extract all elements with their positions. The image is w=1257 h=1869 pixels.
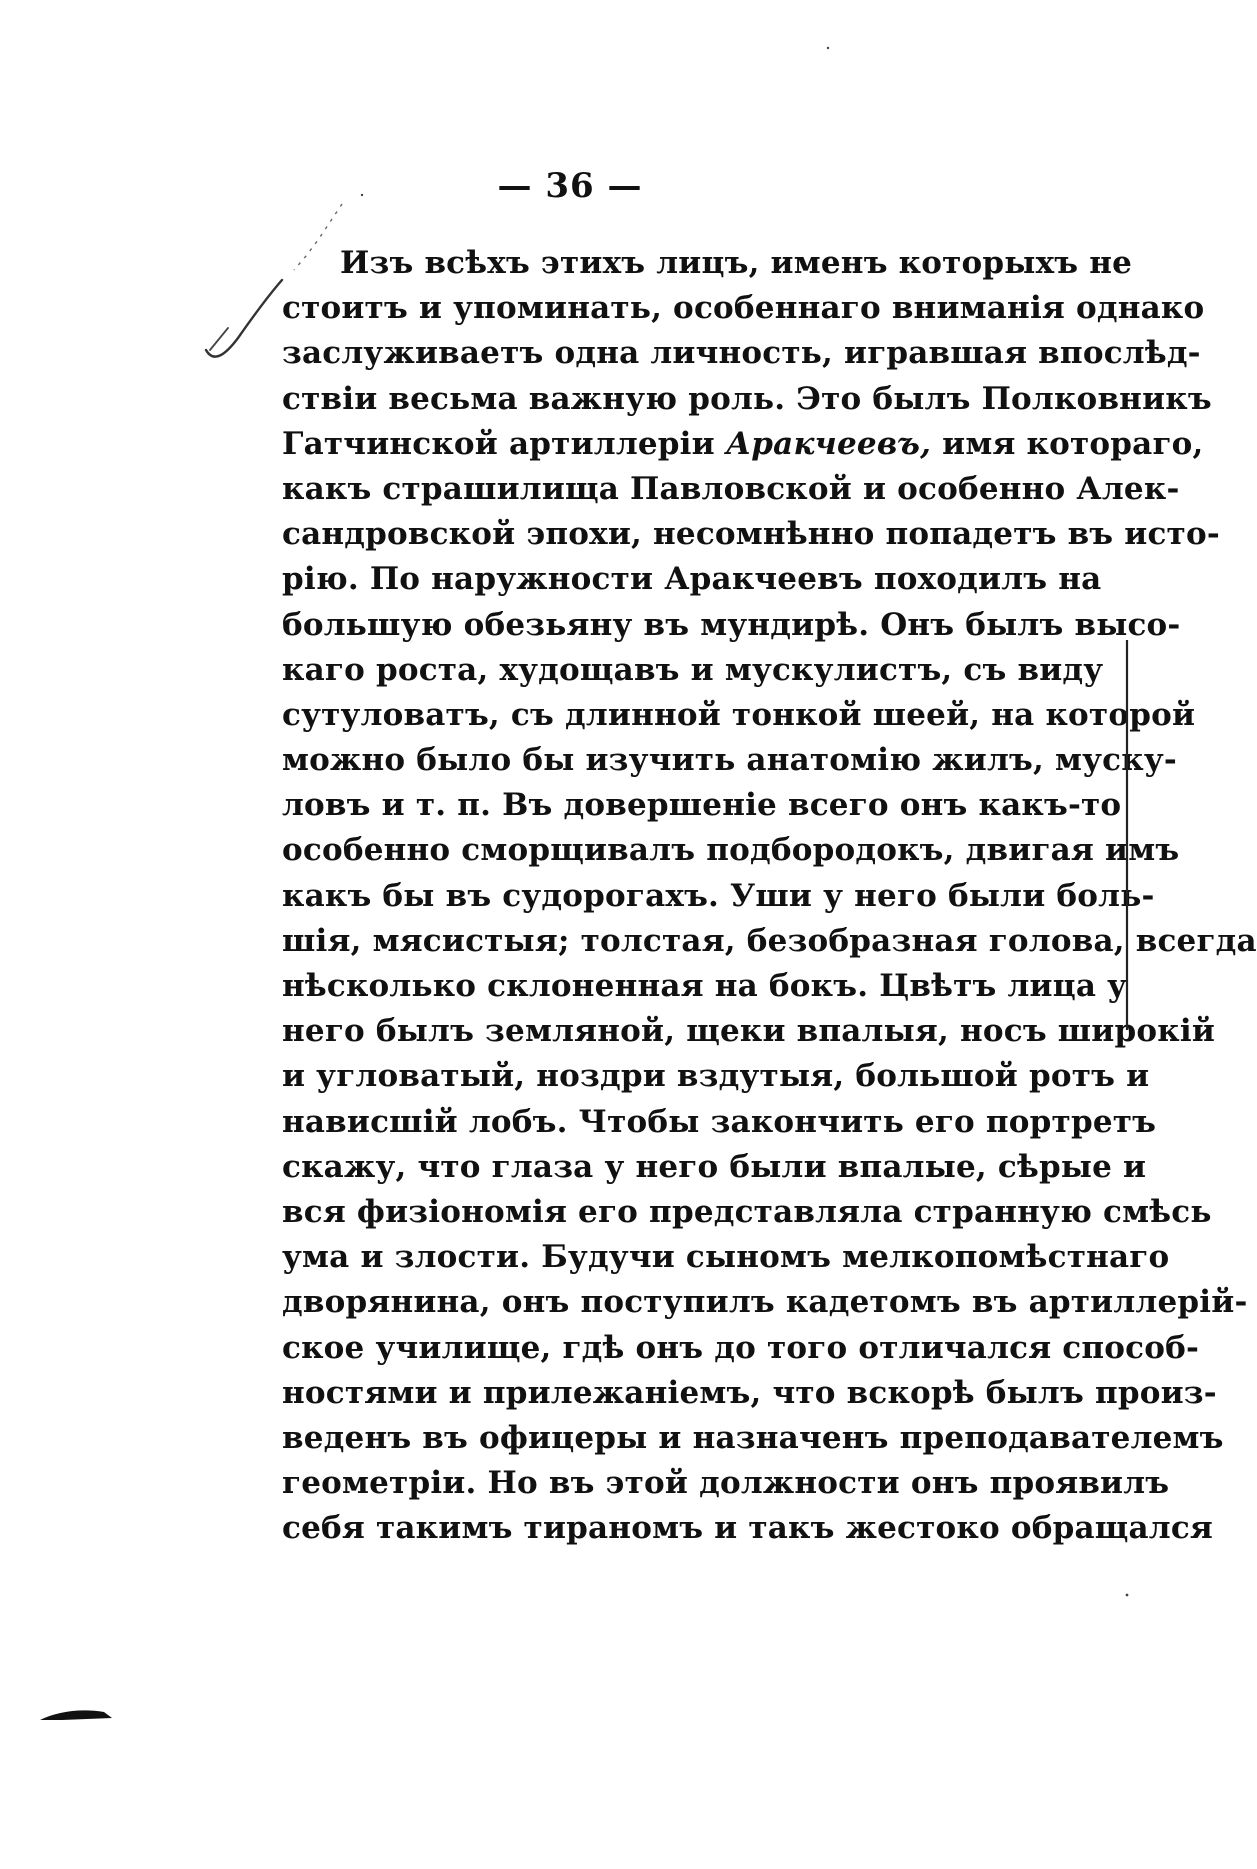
text-line: и угловатый, ноздри вздутыя, большой ротъ и bbox=[282, 1058, 1150, 1095]
pencil-slash-mark bbox=[206, 280, 282, 357]
text-line: нѣсколько склоненная на бокъ. Цвѣтъ лица у bbox=[282, 968, 1128, 1004]
text-line: ское училище, гдѣ онъ до того отличался способ- bbox=[282, 1329, 1200, 1366]
text-line: рію. По наружности Аракчеевъ походилъ на bbox=[282, 561, 1102, 598]
text-line: нависшій лобъ. Чтобы закончить его портретъ bbox=[282, 1103, 1157, 1140]
text-line: себя такимъ тираномъ и такъ жестоко обращался bbox=[282, 1510, 1214, 1547]
text-line: заслуживаетъ одна личность, игравшая впослѣд- bbox=[282, 335, 1201, 372]
text-line: ловъ и т. п. Въ довершеніе всего онъ какъ-то bbox=[282, 787, 1122, 824]
text-line: скажу, что глаза у него были впалые, сѣрые и bbox=[282, 1148, 1147, 1185]
text-line: вся физіономія его представляла странную смѣсь bbox=[282, 1193, 1212, 1230]
text-line: ума и злости. Будучи сыномъ мелкопомѣстнаго bbox=[282, 1239, 1170, 1276]
text-line: него былъ земляной, щеки впалыя, носъ широкій bbox=[282, 1013, 1216, 1050]
text-line: каго роста, худощавъ и мускулистъ, съ виду bbox=[282, 651, 1104, 688]
text-line: особенно сморщивалъ подбородокъ, двигая имъ bbox=[282, 832, 1180, 869]
text-line: можно было бы изучить анатомію жилъ, муску- bbox=[282, 742, 1177, 779]
body-text bbox=[282, 241, 1257, 1551]
text-line: какъ страшилища Павловской и особенно Алек- bbox=[282, 470, 1180, 507]
text-line: сандровской эпохи, несомнѣнно попадетъ въ исто- bbox=[282, 516, 1220, 553]
page-number: — 36 — bbox=[497, 166, 643, 206]
speck bbox=[1126, 1594, 1129, 1597]
text-line: шія, мясистыя; толстая, безобразная голова, всегда bbox=[282, 922, 1257, 959]
text-line: геометріи. Но въ этой должности онъ проявилъ bbox=[282, 1465, 1170, 1502]
text-line: Изъ всѣхъ этихъ лицъ, именъ которыхъ не bbox=[340, 245, 1133, 281]
text-line: ностями и прилежаніемъ, что вскорѣ былъ произ- bbox=[282, 1374, 1217, 1411]
italic-name: Аракчеевъ, bbox=[725, 425, 932, 462]
text-line: Гатчинской артиллеріи Аракчеевъ, имя котораго, bbox=[282, 425, 1204, 462]
pencil-slash-mark-2 bbox=[210, 328, 228, 350]
speck bbox=[827, 47, 829, 49]
text-line: стоитъ и упоминать, особеннаго вниманія однако bbox=[282, 290, 1205, 327]
text-line: веденъ въ офицеры и назначенъ преподавателемъ bbox=[282, 1419, 1224, 1456]
text-line: ствіи весьма важную роль. Это былъ Полковникъ bbox=[282, 380, 1212, 417]
text-line: какъ бы въ судорогахъ. Уши у него были боль- bbox=[282, 877, 1155, 914]
text-line: сутуловатъ, съ длинной тонкой шеей, на которой bbox=[282, 696, 1196, 733]
bottom-left-mark bbox=[40, 1710, 112, 1720]
text-line: большую обезьяну въ мундирѣ. Онъ былъ высо- bbox=[282, 606, 1181, 643]
text-line: дворянина, онъ поступилъ кадетомъ въ артиллерій- bbox=[282, 1284, 1248, 1321]
